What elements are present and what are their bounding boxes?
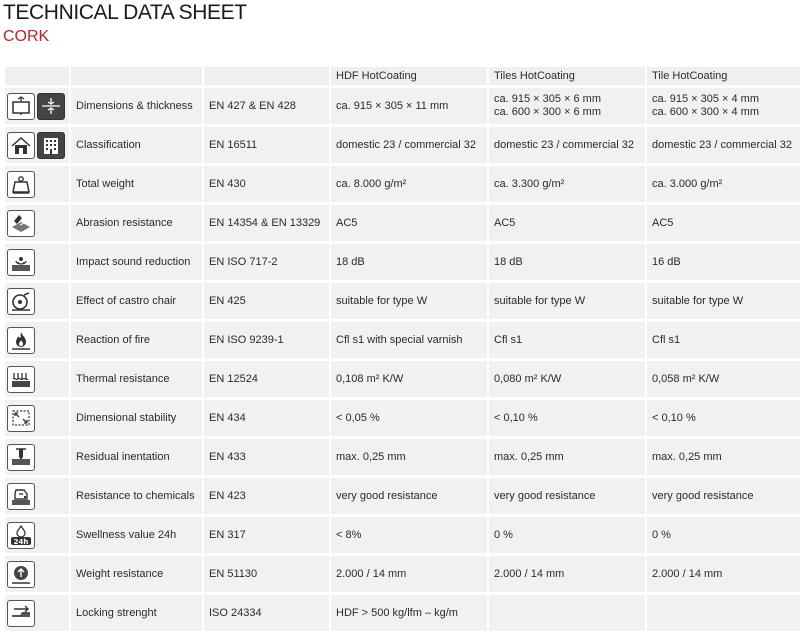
value-line: suitable for type W [336,294,428,307]
value-line: ca. 915 × 305 × 6 mm [494,93,602,105]
value-cell [489,283,645,319]
value-line: HDF > 500 kg/lfm – kg/m [336,606,458,619]
row-icon-cell [5,322,69,358]
table-row [5,166,800,202]
value-line: < 0,10 % [494,411,538,424]
value-cell [489,205,645,241]
value-cell [647,205,800,241]
value-line: ca. 8.000 g/m² [336,177,407,190]
table-row [5,322,800,358]
header-cell-property [71,67,202,85]
value-line: AC5 [336,216,358,229]
property-name: Total weight [71,166,202,202]
value-cell [647,244,800,280]
value-line: ca. 600 × 300 × 4 mm [652,106,760,118]
property-name: Weight resistance [71,556,202,592]
value-cell [489,322,645,358]
dimensions-icon [7,93,35,120]
value-line: ca. 600 × 300 × 6 mm [494,106,602,118]
value-line: Cfl s1 [494,333,523,346]
property-name: Residual inentation [71,439,202,475]
property-name: Resistance to chemicals [71,478,202,514]
value-line: 18 dB [494,255,523,268]
value-cell [647,517,800,553]
value-cell [489,478,645,514]
norm-standard: EN 317 [204,517,329,553]
value-line: 0 % [652,528,671,541]
value-line: suitable for type W [494,294,586,307]
table-row [5,283,800,319]
norm-standard: EN 423 [204,478,329,514]
property-name: Abrasion resistance [71,205,202,241]
value-line: domestic 23 / commercial 32 [494,138,634,151]
chemicals-icon [7,483,35,510]
norm-standard: EN ISO 9239-1 [204,322,329,358]
row-icon-cell [5,205,69,241]
value-line: domestic 23 / commercial 32 [652,138,792,151]
row-icon-cell [5,88,69,124]
value-line: < 0,10 % [652,411,696,424]
value-line: 0,058 m² K/W [652,372,720,385]
row-icon-cell [5,361,69,397]
dimensional-stability-icon [7,405,35,432]
row-icon-cell [5,244,69,280]
table-row [5,478,800,514]
value-cell [489,595,645,631]
residual-indentation-icon [7,444,35,471]
norm-standard: EN 427 & EN 428 [204,88,329,124]
value-line: ca. 915 × 305 × 4 mm [652,93,760,105]
norm-standard: EN 425 [204,283,329,319]
norm-standard: EN 430 [204,166,329,202]
value-cell [331,244,487,280]
value-line: < 0,05 % [336,411,380,424]
page-subtitle: CORK [3,28,50,45]
property-name: Dimensions & thickness [71,88,202,124]
row-icon-cell [5,439,69,475]
value-cell [331,88,487,124]
value-cell [331,127,487,163]
row-icon-cell [5,166,69,202]
header-cell-tiles-hotcoating: Tiles HotCoating [489,67,645,85]
value-cell [331,322,487,358]
property-name: Locking strenght [71,595,202,631]
table-row [5,88,800,124]
thermal-icon [7,366,35,393]
property-name: Effect of castro chair [71,283,202,319]
value-cell [331,556,487,592]
table-row [5,517,800,553]
value-line: max. 0,25 mm [336,450,406,463]
sound-reduction-icon [7,249,35,276]
value-line: AC5 [494,216,516,229]
value-cell [647,322,800,358]
fire-icon [7,327,35,354]
norm-standard: EN 433 [204,439,329,475]
value-cell [647,400,800,436]
norm-standard: EN 51130 [204,556,329,592]
value-line: very good resistance [336,489,438,502]
table-row [5,244,800,280]
value-cell [489,361,645,397]
value-line: 0 % [494,528,513,541]
value-line: Cfl s1 [652,333,681,346]
value-line: < 8% [336,528,362,541]
norm-standard: EN 434 [204,400,329,436]
swelling-24h-icon [7,522,35,549]
value-cell [647,283,800,319]
header-cell-hdf-hotcoating: HDF HotCoating [331,67,487,85]
value-cell [647,166,800,202]
value-line: ca. 915 × 305 × 11 mm [336,99,449,112]
value-cell [489,517,645,553]
value-line: 0,080 m² K/W [494,372,562,385]
value-cell [489,88,645,124]
domestic-house-icon [7,132,35,159]
value-line: domestic 23 / commercial 32 [336,138,476,151]
value-cell [647,361,800,397]
value-cell [331,166,487,202]
table-row [5,400,800,436]
norm-standard: EN 12524 [204,361,329,397]
value-cell [489,439,645,475]
property-name: Reaction of fire [71,322,202,358]
value-cell [331,439,487,475]
value-cell [331,595,487,631]
value-cell [489,166,645,202]
value-line: max. 0,25 mm [494,450,564,463]
property-name: Thermal resistance [71,361,202,397]
abrasion-icon [7,210,35,237]
value-line: very good resistance [494,489,596,502]
table-header-row [5,67,800,85]
value-cell [647,127,800,163]
value-line: 2.000 / 14 mm [336,567,407,580]
weight-icon [7,171,35,198]
value-cell [489,244,645,280]
row-icon-cell [5,556,69,592]
property-name: Classification [71,127,202,163]
value-cell [331,205,487,241]
value-line: AC5 [652,216,674,229]
property-name: Dimensional stability [71,400,202,436]
value-line: ca. 3.000 g/m² [652,177,723,190]
technical-data-table [3,64,800,634]
value-line: 2.000 / 14 mm [652,567,723,580]
value-cell [647,88,800,124]
value-cell [331,517,487,553]
castor-chair-icon [7,288,35,315]
weight-resistance-icon [7,561,35,588]
value-line: very good resistance [652,489,754,502]
norm-standard: EN ISO 717-2 [204,244,329,280]
row-icon-cell [5,127,69,163]
row-icon-cell [5,478,69,514]
property-name: Impact sound reduction [71,244,202,280]
value-cell [331,478,487,514]
value-line: 16 dB [652,255,681,268]
row-icon-cell [5,400,69,436]
value-cell [331,400,487,436]
value-cell [489,400,645,436]
value-cell [647,556,800,592]
norm-standard: ISO 24334 [204,595,329,631]
table-row [5,361,800,397]
table-row [5,595,800,631]
norm-standard: EN 16511 [204,127,329,163]
header-cell-icon [5,67,69,85]
value-cell [647,595,800,631]
value-line: 0,108 m² K/W [336,372,404,385]
value-line: suitable for type W [652,294,744,307]
page-title: TECHNICAL DATA SHEET [3,1,247,24]
header-cell-norm [204,67,329,85]
norm-standard: EN 14354 & EN 13329 [204,205,329,241]
value-cell [647,439,800,475]
thickness-icon [37,93,65,120]
row-icon-cell [5,283,69,319]
locking-strength-icon [7,600,35,627]
value-line: ca. 3.300 g/m² [494,177,565,190]
value-cell [647,478,800,514]
row-icon-cell [5,595,69,631]
value-line: Cfl s1 with special varnish [336,333,463,346]
header-cell-tile-hotcoating: Tile HotCoating [647,67,800,85]
commercial-building-icon [37,132,65,159]
table-row [5,205,800,241]
value-cell [331,361,487,397]
value-line: 2.000 / 14 mm [494,567,565,580]
table-row [5,439,800,475]
value-cell [331,283,487,319]
value-line: max. 0,25 mm [652,450,722,463]
table-row [5,556,800,592]
property-name: Swellness value 24h [71,517,202,553]
svg-text:24h: 24h [13,538,29,545]
table-row [5,127,800,163]
value-cell [489,127,645,163]
row-icon-cell [5,517,69,553]
value-line: 18 dB [336,255,365,268]
value-cell [489,556,645,592]
